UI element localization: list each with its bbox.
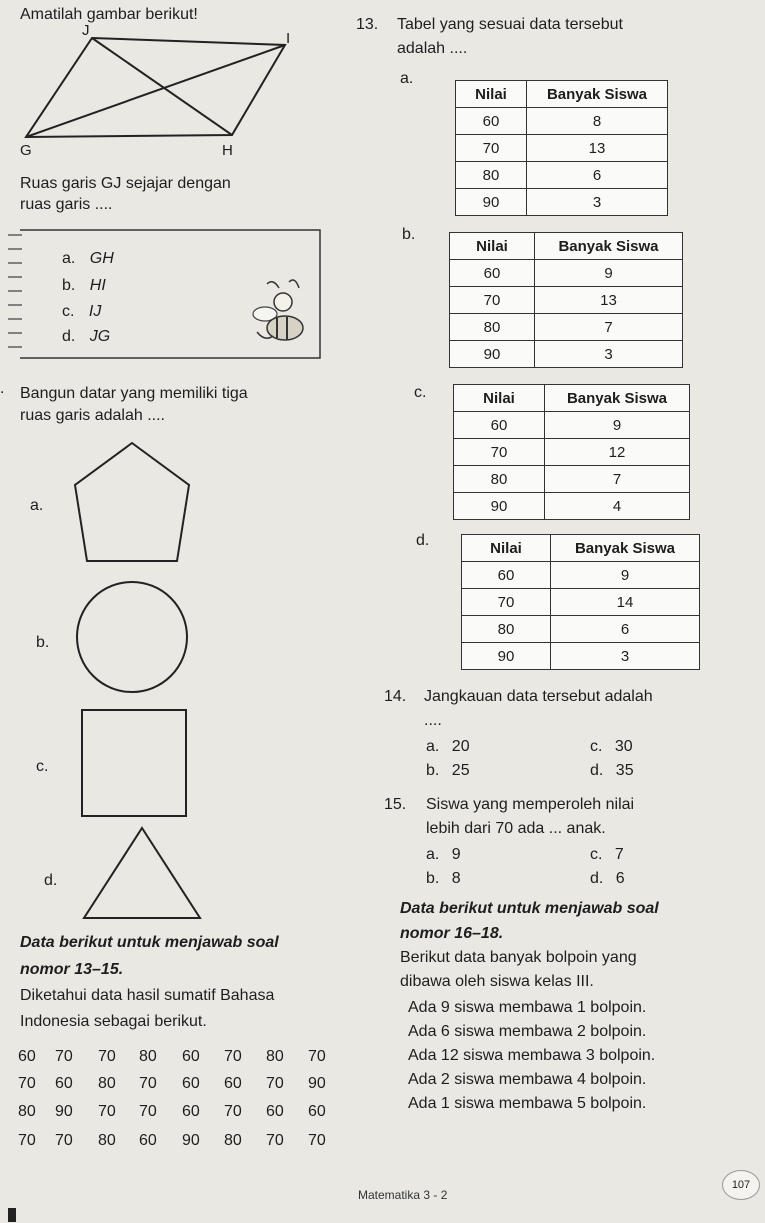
- option-text: IJ: [88, 303, 102, 320]
- score-value: 60: [308, 1103, 326, 1120]
- table-cell: 12: [545, 439, 690, 466]
- score-value: 60: [224, 1075, 242, 1092]
- table-header-row: [454, 385, 690, 412]
- table-row: [456, 108, 668, 135]
- table-cell: 90: [456, 189, 527, 216]
- table-row: [454, 439, 690, 466]
- table-row: [456, 189, 668, 216]
- table-cell: 6: [527, 162, 668, 189]
- table-header-cell: Banyak Siswa: [535, 233, 683, 260]
- bolpoin-item-3: Ada 12 siswa membawa 3 bolpoin.: [408, 1047, 656, 1064]
- page-footer: [0, 1180, 765, 1223]
- data-16-18-heading-line1: Data berikut untuk menjawab soal: [400, 900, 659, 917]
- table-cell: 80: [456, 162, 527, 189]
- score-value: 70: [18, 1132, 36, 1149]
- q13-option-table[interactable]: [461, 534, 700, 670]
- option-text: 30: [614, 738, 633, 755]
- score-value: 80: [18, 1103, 36, 1120]
- score-value: 60: [18, 1048, 36, 1065]
- table-cell: 80: [462, 616, 551, 643]
- table-row: [454, 466, 690, 493]
- table-header-cell: Nilai: [450, 233, 535, 260]
- option-letter: a.: [426, 738, 440, 755]
- option-letter: a.: [62, 250, 76, 267]
- score-value: 80: [266, 1048, 284, 1065]
- q15-option-c[interactable]: [590, 846, 624, 864]
- score-value: 70: [266, 1132, 284, 1149]
- shapes-option-b[interactable]: b.: [36, 634, 50, 651]
- table-cell: 3: [535, 341, 683, 368]
- q13-option-letter[interactable]: c.: [414, 384, 427, 401]
- table-cell: 70: [456, 135, 527, 162]
- data-16-18-desc-line2: dibawa oleh siswa kelas III.: [400, 973, 594, 990]
- q14-option-a[interactable]: [426, 738, 470, 756]
- footer-book-title: Matematika 3 - 2: [358, 1188, 448, 1202]
- score-value: 70: [308, 1132, 326, 1149]
- table-cell: 60: [462, 562, 551, 589]
- option-text: 7: [614, 846, 624, 863]
- pentagon-shape: [75, 443, 189, 561]
- table-row: [456, 162, 668, 189]
- score-value: 70: [266, 1075, 284, 1092]
- table-cell: 70: [462, 589, 551, 616]
- vertex-label-g: G: [20, 142, 32, 159]
- table-cell: 80: [454, 466, 545, 493]
- score-value: 60: [55, 1075, 73, 1092]
- shapes-option-a[interactable]: a.: [30, 497, 44, 514]
- table-row: [456, 135, 668, 162]
- q14-option-c[interactable]: [590, 738, 633, 756]
- score-value: 60: [139, 1132, 157, 1149]
- table-cell: 7: [545, 466, 690, 493]
- q13-number: 13.: [356, 16, 379, 33]
- vertex-label-h: H: [222, 142, 233, 159]
- q15-option-a[interactable]: [426, 846, 461, 864]
- table-row: [450, 260, 683, 287]
- q12-prompt-line1: Ruas garis GJ sejajar dengan: [20, 175, 231, 192]
- option-text: HI: [89, 277, 106, 294]
- data-16-18-desc-line1: Berikut data banyak bolpoin yang: [400, 949, 637, 966]
- score-value: 70: [224, 1048, 242, 1065]
- score-value: 90: [55, 1103, 73, 1120]
- table-cell: 9: [535, 260, 683, 287]
- score-value: 70: [139, 1103, 157, 1120]
- table-cell: 9: [545, 412, 690, 439]
- shapes-option-c[interactable]: c.: [36, 758, 49, 775]
- table-row: [454, 412, 690, 439]
- score-value: 70: [98, 1048, 116, 1065]
- q14-option-d[interactable]: [590, 762, 634, 780]
- circle-shape: [77, 582, 187, 692]
- table-header-cell: Nilai: [462, 535, 551, 562]
- score-value: 90: [308, 1075, 326, 1092]
- table-row: [462, 562, 700, 589]
- q14-prompt-line1: Jangkauan data tersebut adalah: [424, 688, 653, 705]
- q13-option-table[interactable]: [455, 80, 668, 216]
- data-16-18-heading-line2: nomor 16–18.: [400, 925, 504, 942]
- q14-option-b[interactable]: [426, 762, 470, 780]
- option-text: 20: [451, 738, 470, 755]
- score-value: 60: [182, 1048, 200, 1065]
- table-cell: 13: [527, 135, 668, 162]
- table-row: [450, 341, 683, 368]
- table-cell: 80: [450, 314, 535, 341]
- score-value: 70: [98, 1103, 116, 1120]
- option-text: 35: [615, 762, 634, 779]
- bolpoin-item-2: Ada 6 siswa membawa 2 bolpoin.: [408, 1023, 647, 1040]
- shapes-option-d[interactable]: d.: [44, 872, 58, 889]
- q12-intro: Amatilah gambar berikut!: [20, 6, 198, 23]
- table-cell: 90: [454, 493, 545, 520]
- table-cell: 13: [535, 287, 683, 314]
- table-cell: 3: [527, 189, 668, 216]
- option-letter: b.: [426, 762, 440, 779]
- table-cell: 3: [551, 643, 700, 670]
- option-letter: c.: [62, 303, 75, 320]
- score-value: 80: [139, 1048, 157, 1065]
- q14-prompt-line2: ....: [424, 712, 442, 729]
- q13-prompt-line1: Tabel yang sesuai data tersebut: [397, 16, 623, 33]
- q12-prompt-line2: ruas garis ....: [20, 196, 113, 213]
- option-text: GH: [89, 250, 114, 267]
- bolpoin-item-1: Ada 9 siswa membawa 1 bolpoin.: [408, 999, 647, 1016]
- q13-option-letter[interactable]: d.: [416, 532, 430, 549]
- q13-option-letter[interactable]: b.: [402, 226, 416, 243]
- option-text: 6: [615, 870, 625, 887]
- table-row: [450, 287, 683, 314]
- q15-prompt-line1: Siswa yang memperoleh nilai: [426, 796, 635, 813]
- option-letter: b.: [426, 870, 440, 887]
- option-text: JG: [89, 328, 111, 345]
- vertex-label-j: J: [82, 22, 90, 39]
- table-cell: 14: [551, 589, 700, 616]
- table-header-row: [450, 233, 683, 260]
- data-13-15-heading-line2: nomor 13–15.: [20, 961, 124, 978]
- bullet-dot: .: [0, 380, 5, 397]
- score-value: 70: [55, 1132, 73, 1149]
- table-cell: 90: [450, 341, 535, 368]
- table-row: [462, 589, 700, 616]
- q15-option-b[interactable]: [426, 870, 461, 888]
- square-shape: [82, 710, 186, 816]
- table-cell: 70: [454, 439, 545, 466]
- corner-mark: [8, 1208, 16, 1222]
- table-header-cell: Banyak Siswa: [545, 385, 690, 412]
- data-13-15-desc-line2: Indonesia sebagai berikut.: [20, 1013, 207, 1030]
- option-text: 8: [451, 870, 461, 887]
- table-cell: 60: [450, 260, 535, 287]
- q13-option-table[interactable]: [453, 384, 690, 520]
- score-value: 80: [98, 1132, 116, 1149]
- q13-option-table[interactable]: [449, 232, 683, 368]
- option-letter: d.: [590, 870, 604, 887]
- score-value: 70: [139, 1075, 157, 1092]
- shapes-prompt-line2: ruas garis adalah ....: [20, 407, 165, 424]
- q13-prompt-line2: adalah ....: [397, 40, 468, 57]
- option-letter: c.: [590, 846, 603, 863]
- shape-figures: [0, 0, 330, 920]
- table-cell: 60: [454, 412, 545, 439]
- score-value: 80: [224, 1132, 242, 1149]
- score-value: 70: [55, 1048, 73, 1065]
- score-value: 70: [224, 1103, 242, 1120]
- triangle-shape: [84, 828, 200, 918]
- score-value: 80: [98, 1075, 116, 1092]
- option-letter: a.: [426, 846, 440, 863]
- q15-prompt-line2: lebih dari 70 ada ... anak.: [426, 820, 606, 837]
- table-cell: 9: [551, 562, 700, 589]
- table-row: [462, 616, 700, 643]
- score-value: 60: [182, 1103, 200, 1120]
- table-cell: 7: [535, 314, 683, 341]
- score-value: 70: [18, 1075, 36, 1092]
- option-letter: d.: [590, 762, 604, 779]
- table-header-cell: Nilai: [454, 385, 545, 412]
- q15-number: 15.: [384, 796, 407, 813]
- table-cell: 90: [462, 643, 551, 670]
- table-row: [454, 493, 690, 520]
- option-text: 25: [451, 762, 470, 779]
- table-cell: 60: [456, 108, 527, 135]
- option-letter: d.: [62, 328, 76, 345]
- table-row: [450, 314, 683, 341]
- table-cell: 6: [551, 616, 700, 643]
- option-letter: c.: [590, 738, 603, 755]
- q13-option-letter[interactable]: a.: [400, 70, 414, 87]
- page-number-badge: 107: [722, 1170, 760, 1200]
- table-cell: 70: [450, 287, 535, 314]
- table-header-cell: Banyak Siswa: [527, 81, 668, 108]
- option-letter: b.: [62, 277, 76, 294]
- data-13-15-desc-line1: Diketahui data hasil sumatif Bahasa: [20, 987, 275, 1004]
- q15-option-d[interactable]: [590, 870, 625, 888]
- option-text: 9: [451, 846, 461, 863]
- bolpoin-item-4: Ada 2 siswa membawa 4 bolpoin.: [408, 1071, 647, 1088]
- score-value: 60: [182, 1075, 200, 1092]
- score-value: 90: [182, 1132, 200, 1149]
- table-cell: 4: [545, 493, 690, 520]
- score-value: 70: [308, 1048, 326, 1065]
- data-13-15-heading-line1: Data berikut untuk menjawab soal: [20, 934, 279, 951]
- table-header-row: [462, 535, 700, 562]
- shapes-prompt-line1: Bangun datar yang memiliki tiga: [20, 385, 248, 402]
- table-header-row: [456, 81, 668, 108]
- table-header-cell: Banyak Siswa: [551, 535, 700, 562]
- vertex-label-i: I: [286, 30, 291, 47]
- table-cell: 8: [527, 108, 668, 135]
- table-row: [462, 643, 700, 670]
- bolpoin-item-5: Ada 1 siswa membawa 5 bolpoin.: [408, 1095, 647, 1112]
- score-value: 60: [266, 1103, 284, 1120]
- q14-number: 14.: [384, 688, 407, 705]
- table-header-cell: Nilai: [456, 81, 527, 108]
